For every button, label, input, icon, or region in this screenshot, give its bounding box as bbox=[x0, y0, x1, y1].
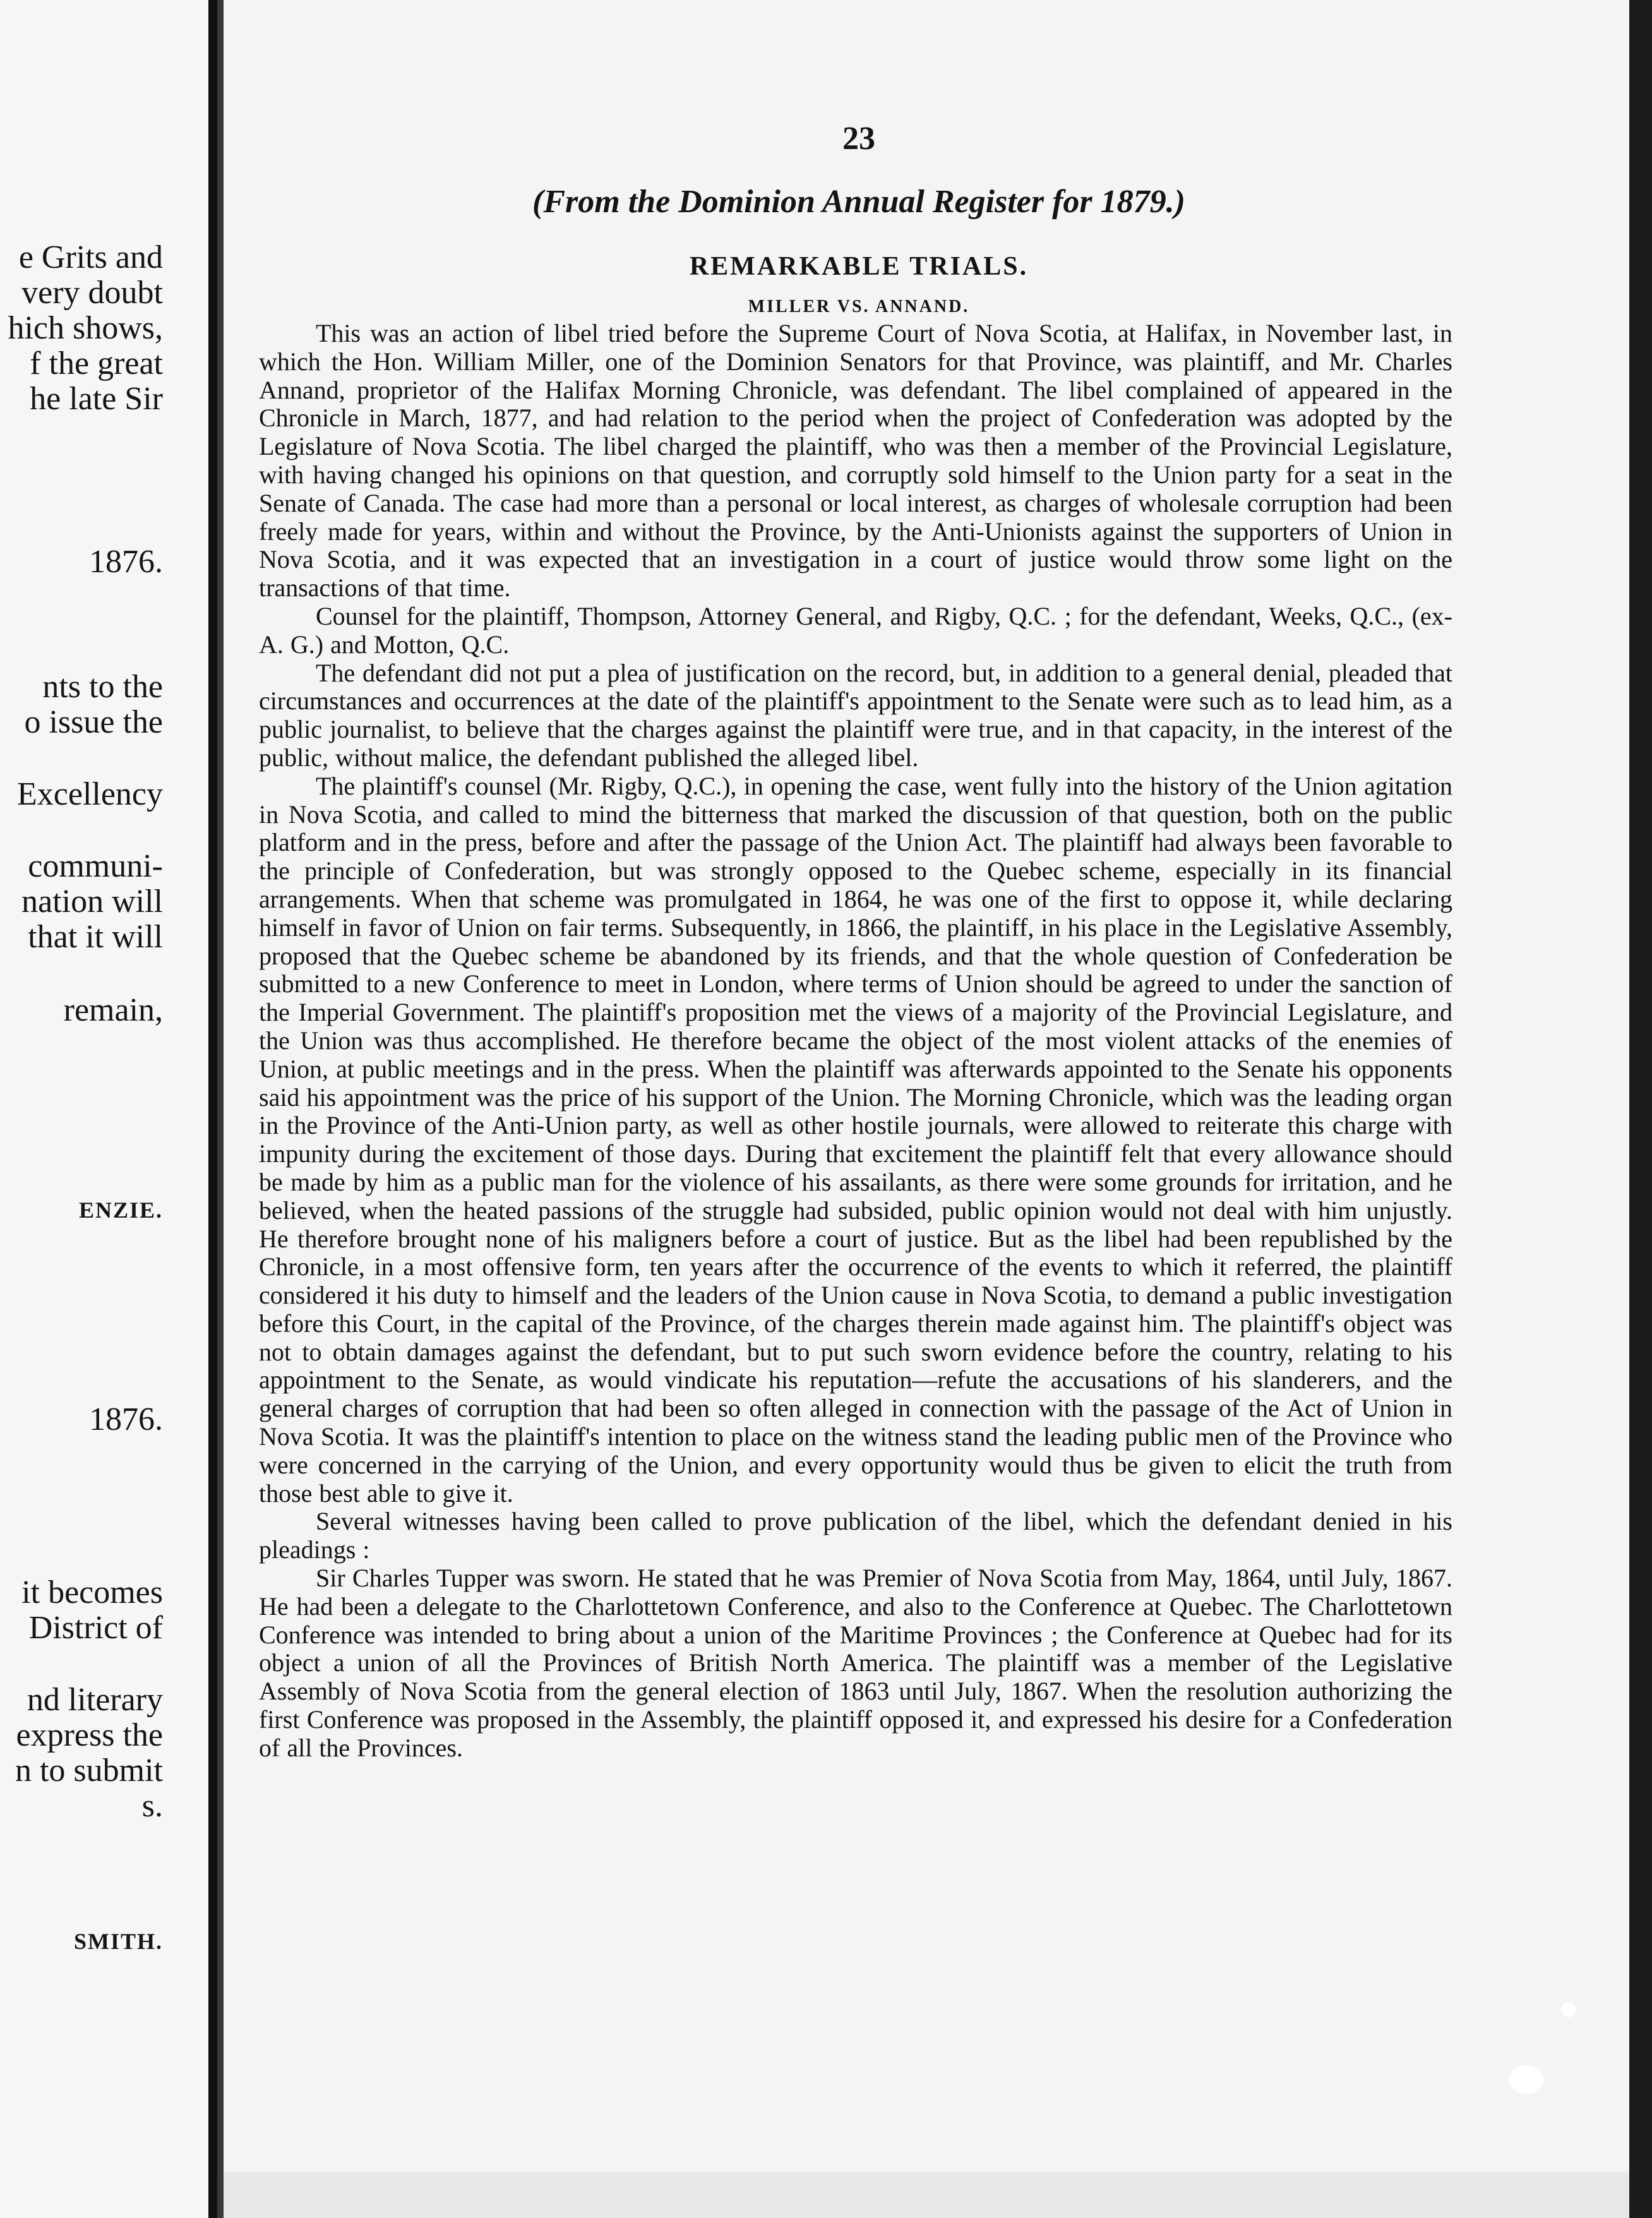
adjacent-page-line: that it will bbox=[28, 919, 163, 955]
page-number: 23 bbox=[842, 121, 875, 157]
paper-speck bbox=[1509, 2065, 1543, 2094]
adjacent-page-line: hich shows, bbox=[8, 310, 163, 346]
paragraph: Several witnesses having been called to prove publication of the libel, which the defendant denied in his pleadings : bbox=[259, 1507, 1452, 1564]
adjacent-page-line: express the bbox=[16, 1717, 163, 1753]
case-subtitle: MILLER VS. ANNAND. bbox=[748, 297, 970, 316]
scan-right-edge bbox=[1629, 0, 1652, 2218]
adjacent-page-line: Excellency bbox=[17, 776, 163, 812]
adjacent-page-line: it becomes bbox=[21, 1574, 163, 1610]
page-gutter-shadow bbox=[208, 0, 217, 2218]
adjacent-page-line: very doubt bbox=[21, 275, 163, 311]
adjacent-page-line: s. bbox=[141, 1788, 163, 1824]
adjacent-page-fragment bbox=[0, 0, 208, 2218]
paper-speck bbox=[1561, 2002, 1576, 2017]
adjacent-page-line: 1876. bbox=[89, 544, 163, 580]
paragraph: This was an action of libel tried before the Supreme Court of Nova Scotia, at Halifax, in November last, in which the Hon. William Miller, one of the Dominion Senators for that Province, was plaintiff, and Mr. Charles Annand, proprietor of the Halifax Morning Chronicle, was defendant. The libel complained of appeared in the Chronicle in March, 1877, and had relation to the period when the project of Confederation was adopted by the Legislature of Nova Scotia. The libel charged the plaintiff, who was then a member of the Provincial Legislature, with having changed his opinions on that question, and corruptly sold himself to the Union party for a seat in the Senate of Canada. The case had more than a personal or local interest, as charges of wholesale corruption had been freely made for years, within and without the Province, by the Anti-Unionists against the supporters of Union in Nova Scotia, and it was expected that an investigation in a court of justice would throw some light on the transactions of that time. bbox=[259, 319, 1452, 602]
adjacent-page-line: nts to the bbox=[42, 669, 163, 705]
paragraph: Sir Charles Tupper was sworn. He stated that he was Premier of Nova Scotia from May, 1864, until July, 1867. He had been a delegate to the Charlottetown Conference, and also to the Conference at Quebec. The Charlottetown Conference was intended to bring about a union of the Maritime Provinces ; the Conference at Quebec had for its object a union of all the Provinces of British North America. The plaintiff was a member of the Legislative Assembly of Nova Scotia from the general election of 1863 until July, 1867. When the resolution authorizing the first Conference was proposed in the Assembly, the plaintiff opposed it, and expressed his desire for a Confederation of all the Provinces. bbox=[259, 1564, 1452, 1762]
adjacent-page-line: communi- bbox=[28, 848, 163, 884]
adjacent-page-line: e Grits and bbox=[18, 239, 163, 275]
adjacent-page-line: remain, bbox=[63, 992, 163, 1028]
adjacent-page-line: nation will bbox=[21, 884, 163, 920]
adjacent-page-line: f the great bbox=[30, 345, 163, 381]
source-citation: (From the Dominion Annual Register for 1879.) bbox=[532, 184, 1185, 220]
article-title: REMARKABLE TRIALS. bbox=[689, 252, 1029, 281]
adjacent-page-line: SMITH. bbox=[73, 1929, 163, 1954]
adjacent-page-line: nd literary bbox=[27, 1682, 163, 1718]
adjacent-page-line: n to submit bbox=[15, 1753, 163, 1789]
page-gutter-edge bbox=[217, 0, 224, 2218]
adjacent-page-line: District of bbox=[28, 1610, 163, 1646]
paragraph: The plaintiff's counsel (Mr. Rigby, Q.C.), in opening the case, went fully into the history of the Union agitation in Nova Scotia, and called to mind the bitterness that marked the discussion of that question, both on the public platform and in the press, before and after the passage of the Union Act. The plaintiff had always been favorable to the principle of Confederation, but was strongly opposed to the Quebec scheme, especially in its financial arrangements. When that scheme was promulgated in 1864, he was one of the first to oppose it, while declaring himself in favor of Union on fair terms. Subsequently, in 1866, the plaintiff, in his place in the Legislative Assembly, proposed that the Quebec scheme be abandoned by its friends, and that the whole question of Confederation be submitted to a new Conference to meet in London, where terms of Union should be agreed to under the sanction of the Imperial Government. The plaintiff's proposition met the views of a majority of the Provincial Legislature, and the Union was thus accomplished. He therefore became the object of the most violent attacks of the enemies of Union, at public meetings and in the press. When the plaintiff was afterwards appointed to the Senate his opponents said his appointment was the price of his support of the Union. The Morning Chronicle, which was the leading organ in the Province of the Anti-Union party, as well as other hostile journals, were allowed to reiterate this charge with impunity during the excitement of those days. During that excitement the plaintiff felt that every allowance should be made by him as a public man for the violence of his assailants, as there were some grounds for irritation, and he believed, when the heated passions of the struggle had subsided, public opinion would not deal with him unjustly. He therefore brought none of his maligners before a court of justice. But as the libel had been republished by the Chronicle, in a most offensive form, ten years after the occurrence of the events to which it referred, the plaintiff considered it his duty to himself and the leaders of the Union cause in Nova Scotia, to demand a public investigation before this Court, in the capital of the Province, of the charges therein made against him. The plaintiff's object was not to obtain damages against the defendant, but to put such sworn evidence before the country, relating to his appointment to the Senate, as would vindicate his reputation—refute the accusations of his slanderers, and the general charges of corruption that had been so often alleged in connection with the passage of the Act of Union in Nova Scotia. It was the plaintiff's intention to place on the witness stand the leading public men of the Province who were concerned in the carrying of the Union, and every opportunity would thus be given to elicit the truth from those best able to give it. bbox=[259, 771, 1452, 1508]
paragraph: The defendant did not put a plea of justification on the record, but, in addition to a general denial, pleaded that circumstances and occurrences at the date of the plaintiff's appointment to the Senate were such as to lead him, as a public journalist, to believe that the charges against the plaintiff were true, and in that capacity, in the interest of the public, without malice, the defendant published the alleged libel. bbox=[259, 658, 1452, 772]
adjacent-page-line: o issue the bbox=[24, 704, 163, 740]
page-bottom-margin bbox=[224, 2173, 1652, 2218]
adjacent-page-line: he late Sir bbox=[30, 381, 163, 417]
adjacent-page-line: 1876. bbox=[89, 1401, 163, 1437]
adjacent-page-line: ENZIE. bbox=[78, 1197, 163, 1223]
paragraph: Counsel for the plaintiff, Thompson, Attorney General, and Rigby, Q.C. ; for the defendant, Weeks, Q.C., (ex-A. G.) and Motton, Q.C. bbox=[259, 601, 1452, 659]
article-body bbox=[259, 320, 1452, 1763]
